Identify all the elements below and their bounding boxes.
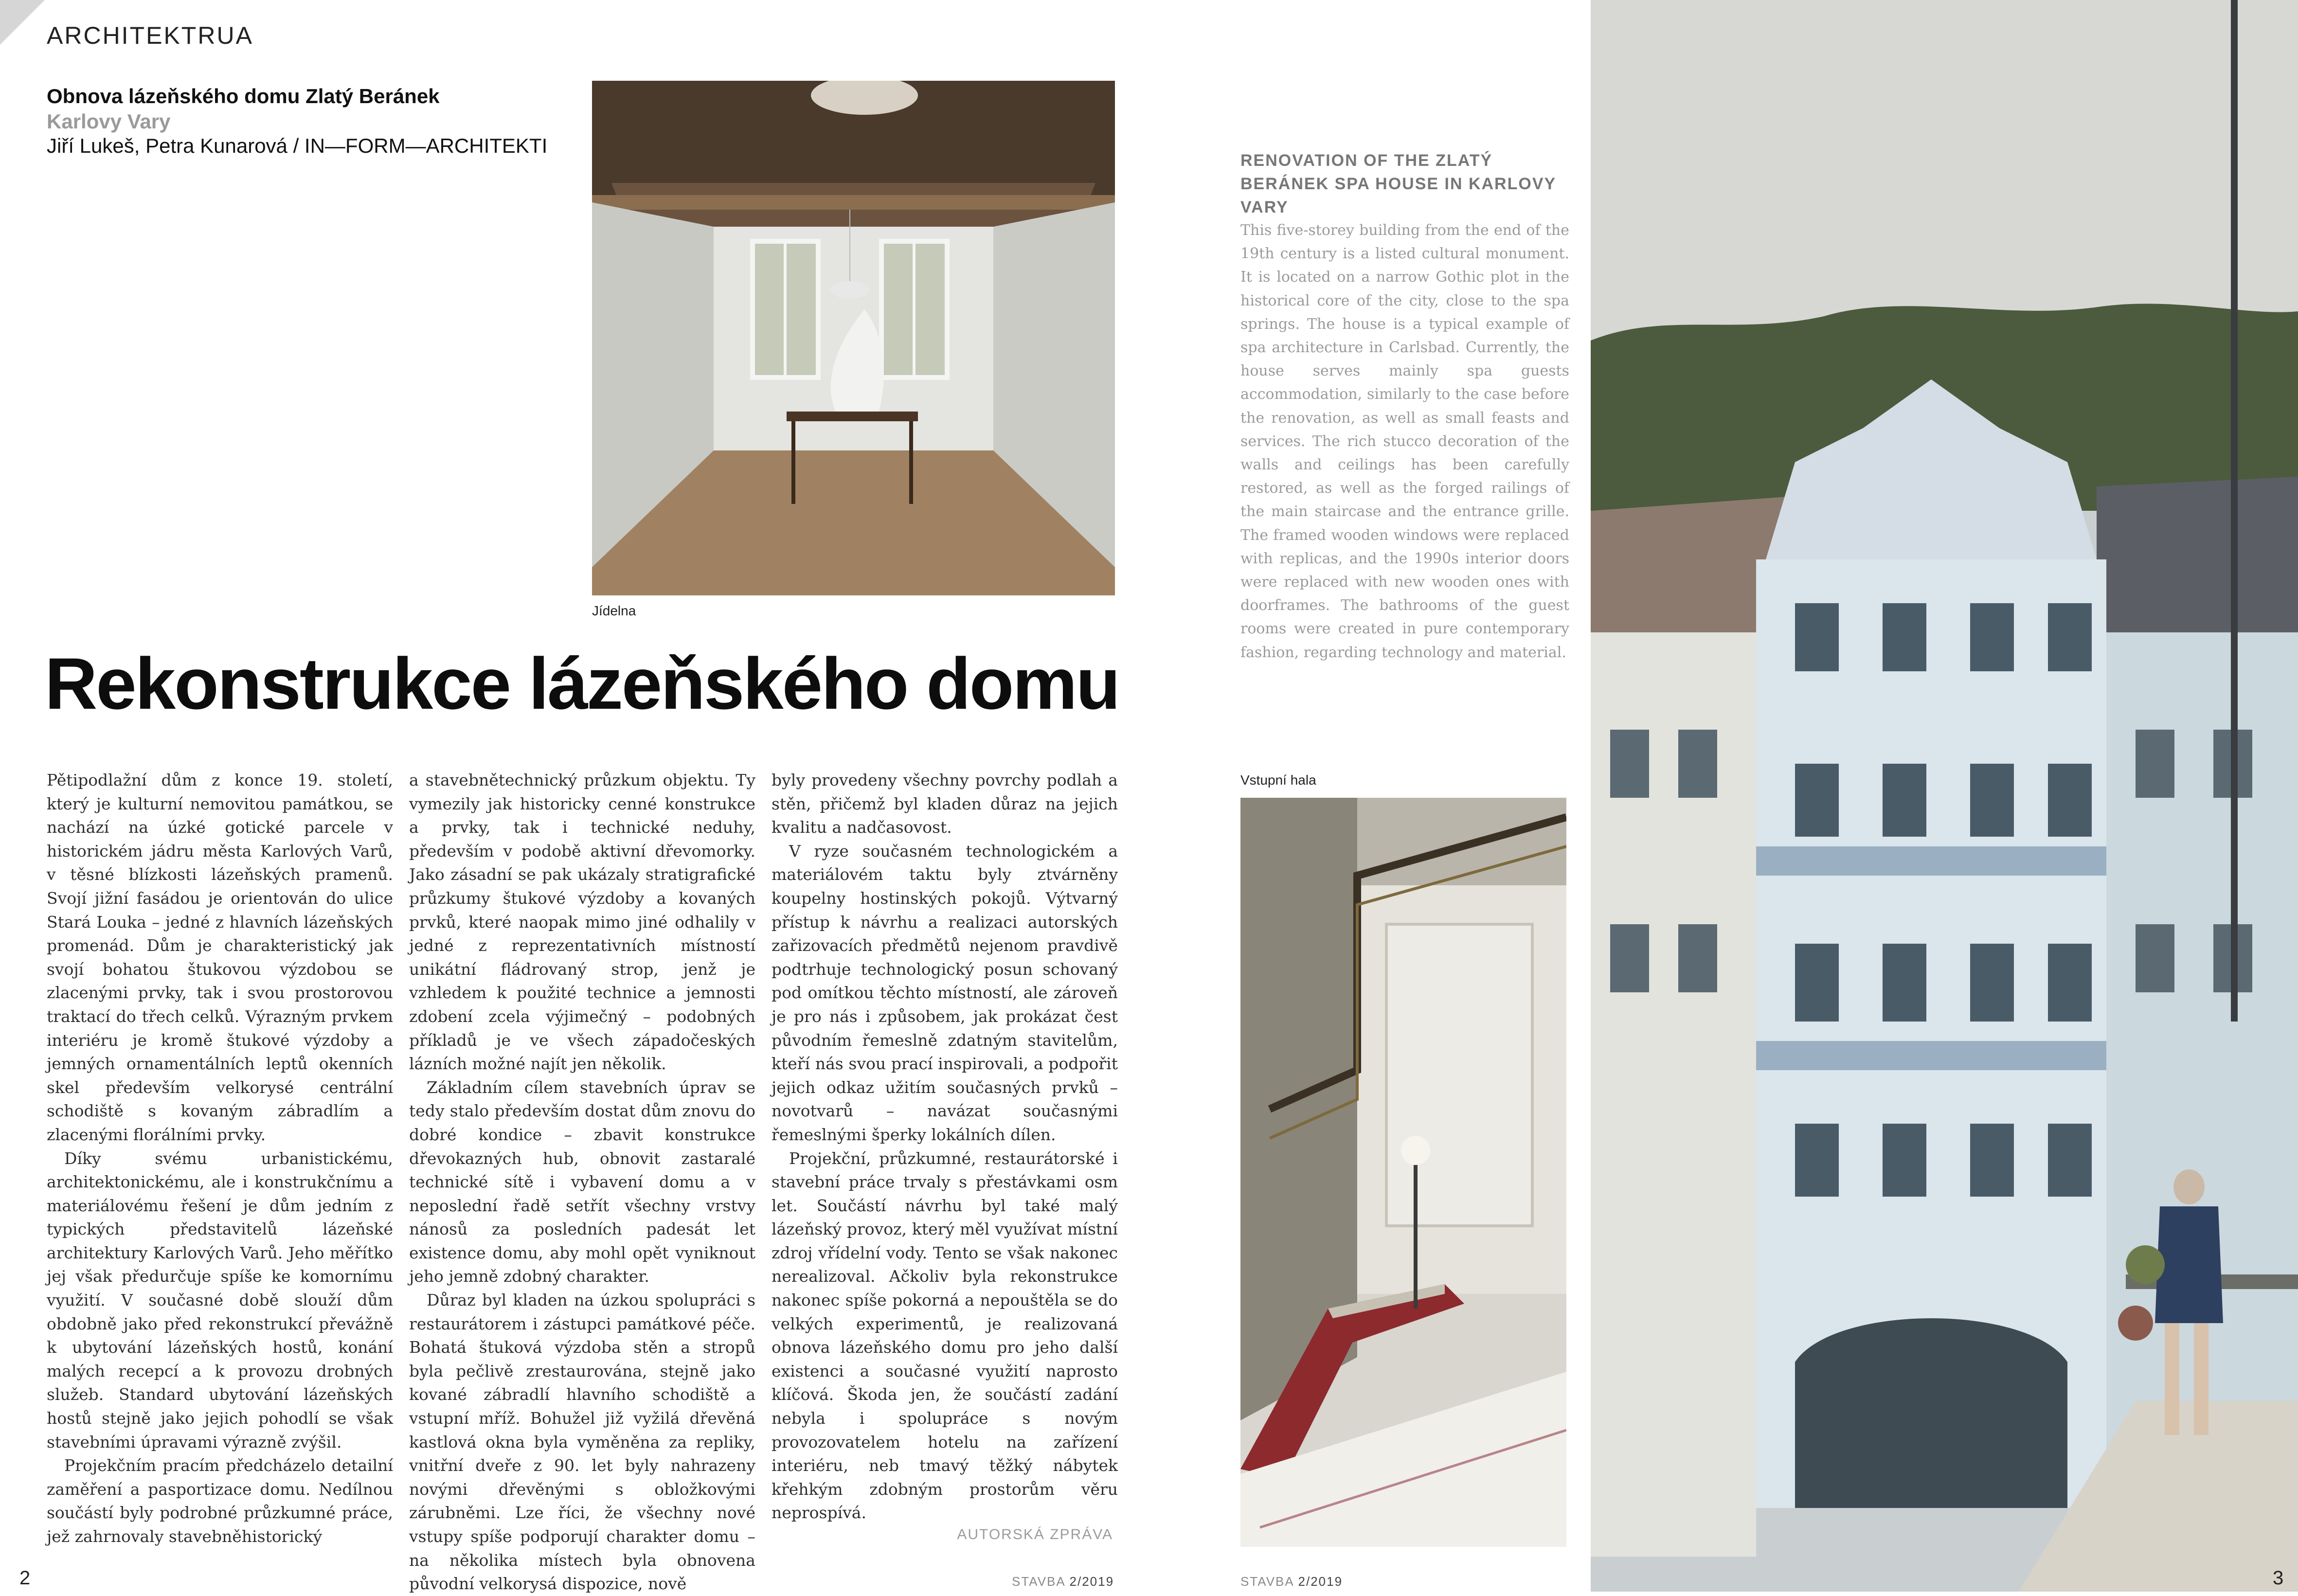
col2-paragraph: Základním cílem stavebních úprav se tedy stalo především dostat dům znovu do dobré kondice – zbavit konstrukce dřevokazných hub, obnovit zastaralé technické sítě i vybavení domu a v neposlední řadě setřít všechny vrstvy nánosů za posledních padesát let existence domu, aby mohl opět vyniknout jeho jemně zdobný charakter.: [409, 1077, 755, 1286]
footer-left: [1012, 1574, 1114, 1589]
page-number-right: 3: [2273, 1567, 2284, 1589]
project-place: Karlovy Vary: [47, 110, 171, 133]
issue-number: 2/2019: [1298, 1574, 1343, 1589]
author-signature: AUTORSKÁ ZPRÁVA: [957, 1526, 1113, 1542]
entrance-hall-photo: [1240, 798, 1566, 1547]
facade-photo: [1591, 0, 2298, 1592]
entrance-hall-caption: Vstupní hala: [1240, 772, 1316, 788]
magazine-name: STAVBA: [1012, 1574, 1065, 1589]
col3-paragraph: V ryze současném technologickém a materiálovém taktu byly ztvárněny koupelny hostinských pokojů. Výtvarný přístup k návrhu a realizaci autorských zařizovacích předmětů nejenom pravdivě podtrhuje technologický posun schovaný pod omítkou těchto místností, ale zároveň je pro nás i způsobem, jak prokázat čest původním řemeslně zdatným stavitelům, kteří nás svou prací inspirovali, a podpořit jejich odkaz užitím současných prvků – novotvarů – navázat současnými řemeslnými šperky lokálních dílen.: [772, 841, 1118, 1144]
col1-paragraph: Díky svému urbanistickému, architektonickému, ale i konstrukčnímu a materiálovému řešení je dům jedním z typických představitelů lázeňské architektury Karlových Varů. Jeho měřítko jej však předurčuje spíše ke komornímu využití. V současné době slouží dům obdobně jako před rekonstrukcí převážně k ubytování lázeňských hostů, konání malých recepcí a k provozu drobných služeb. Standard ubytování lázeňských hostů stejně jako jejich pohodlí se však stavebními úpravami výrazně zvýšil.: [47, 1148, 393, 1452]
body-column-3: [772, 769, 1118, 1525]
english-summary: This five-storey building from the end of the 19th century is a listed cultural monument. It is located on a narrow Gothic plot in the historical core of the city, close to the spa springs. The house is a typical example of spa architecture in Carlsbad. Currently, the house serves mainly spa guests accommodation, similarly to the case before the renovation, as well as small feasts and services. The rich stucco decoration of the walls and ceilings has been carefully restored, as well as the forged railings of the main staircase and the entrance grille. The framed wooden windows were replaced with replicas, and the 1990s interior doors were replaced with new wooden ones with doorframes. The bathrooms of the guest rooms were created in pure contemporary fashion, regarding technology and material.: [1240, 222, 1569, 661]
body-column-2: [409, 769, 755, 1596]
corner-triangle: [0, 0, 45, 45]
col2-paragraph: a stavebnětechnický průzkum objektu. Ty vymezily jak historicky cenné konstrukce a prvky, tak i technické neduhy, především v podobě aktivní dřevomorky. Jako zásadní se pak ukázaly stratigrafické průzkumy štukové výzdoby a kovaných prvků, které naopak mimo jiné odhalily v jedné z reprezentativních místností unikátní fládrovaný strop, jenž je vzhledem k použité technice a jemnosti zdobení zcela výjimečný – podobných příkladů je ve všech západočeských lázních možné najít jen několik.: [409, 771, 755, 1074]
project-title: Obnova lázeňského domu Zlatý Beránek: [47, 85, 440, 108]
footer-right: [1240, 1574, 1343, 1589]
magazine-name: STAVBA: [1240, 1574, 1294, 1589]
dining-room-photo: [592, 81, 1115, 595]
page-number-left: 2: [19, 1567, 31, 1589]
col1-paragraph: Projekčním pracím předcházelo detailní zaměření a pasportizace domu. Nedílnou součástí byly podrobné průzkumné práce, jež zahrnovaly stavebněhistorický: [47, 1456, 393, 1546]
project-authors: Jiří Lukeš, Petra Kunarová / IN—FORM—ARCHITEKTI: [47, 134, 548, 157]
issue-number: 2/2019: [1069, 1574, 1114, 1589]
english-title: RENOVATION OF THE ZLATÝ BERÁNEK SPA HOUSE IN KARLOVY VARY: [1240, 151, 1556, 216]
dining-room-caption: Jídelna: [592, 603, 636, 618]
col1-paragraph: Pětipodlažní dům z konce 19. století, který je kulturní nemovitou památkou, se nachází na úzké gotické parcele v historickém jádru města Karlových Varů, v těsné blízkosti lázeňských pramenů. Svojí jižní fasádou je orientován do ulice Stará Louka – jedné z hlavních lázeňských promenád. Dům je charakteristický jak svojí bohatou štukovou výzdobou se zlacenými prvky, tak i svou prostorovou traktací do třech celků. Výrazným prvkem interiéru je kromě štukové výzdoby a jemných ornamentálních leptů okenních skel především velkorysé centrální schodiště s kovaným zábradlím a zlacenými florálními prvky.: [47, 771, 393, 1144]
body-column-1: [47, 769, 393, 1549]
col3-paragraph: Projekční, průzkumné, restaurátorské i stavební práce trvaly s přestávkami osm let. Součástí návrhu byl také malý lázeňský provoz, který měl využívat místní zdroj vřídelní vody. Tento se však nakonec nerealizoval. Ačkoliv byla rekonstrukce nakonec spíše pokorná a nepouštěla se do velkých experimentů, je realizovaná obnova lázeňského domu pro jeho další existenci a současné využití naprosto klíčová. Škoda jen, že součástí zadání nebyla i spolupráce s novým provozovatelem hotelu na zařízení interiéru, neb tmavý těžký nábytek křehkým zdobným prostorům věru neprospívá.: [772, 1148, 1118, 1523]
headline: Rekonstrukce lázeňského domu: [45, 643, 1119, 724]
section-label: ARCHITEKTRUA: [47, 22, 253, 49]
col3-paragraph: byly provedeny všechny povrchy podlah a stěn, přičemž byl kladen důraz na jejich kvalitu a nadčasovost.: [772, 771, 1118, 837]
col2-paragraph: Důraz byl kladen na úzkou spolupráci s restaurátorem i zástupci památkové péče. Bohatá štuková výzdoba stěn a stropů byla pečlivě zrestaurována, stejně jako kované zábradlí hlavního schodiště a vstupní mříž. Bohužel již vyžilá dřevěná kastlová okna byla vyměněna za repliky, vnitřní dveře z 90. let byly nahrazeny novými dřevěnými s obložkovými zárubněmi. Lze říci, že všechny nové vstupy spíše podporují charakter domu – na několika místech byla obnovena původní velkorysá dispozice, nově: [409, 1291, 755, 1594]
